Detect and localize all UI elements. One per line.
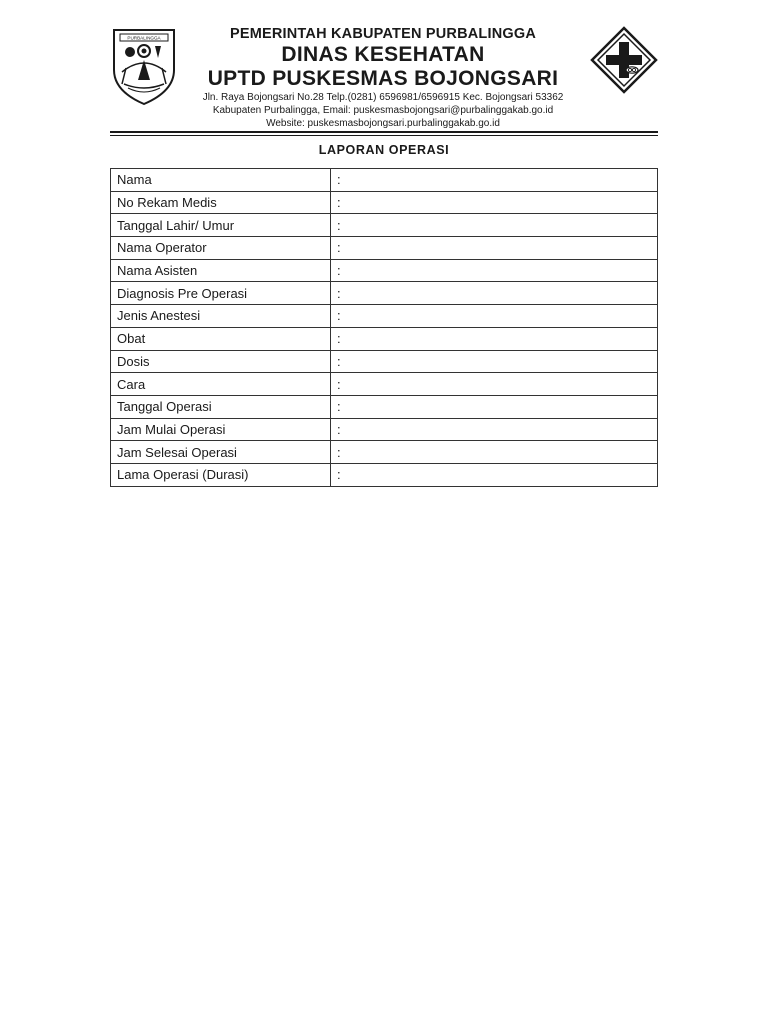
address-line-2: Kabupaten Purbalingga, Email: puskesmasbojongsari@purbalinggakab.go.id <box>212 105 554 116</box>
field-value-entry[interactable]: : <box>331 350 658 373</box>
field-label: Cara <box>111 373 331 396</box>
form-row <box>111 214 658 237</box>
field-value-entry[interactable]: : <box>331 441 658 464</box>
field-value-entry[interactable]: : <box>331 237 658 260</box>
operation-report-form <box>110 168 658 487</box>
field-value-entry[interactable]: : <box>331 418 658 441</box>
form-row <box>111 373 658 396</box>
health-cross-logo-icon <box>588 24 660 114</box>
address-line-1: Jln. Raya Bojongsari No.28 Telp.(0281) 6596981/6596915 Kec. Bojongsari 53362 <box>202 92 564 103</box>
field-label: Nama Asisten <box>111 259 331 282</box>
form-row <box>111 395 658 418</box>
form-row <box>111 282 658 305</box>
form-row <box>111 237 658 260</box>
form-row <box>111 191 658 214</box>
form-row <box>111 350 658 373</box>
unit-name: UPTD PUSKESMAS BOJONGSARI <box>207 67 559 90</box>
form-row <box>111 169 658 192</box>
field-value-entry[interactable]: : <box>331 214 658 237</box>
header-divider-thin <box>110 135 658 136</box>
field-value-entry[interactable]: : <box>331 395 658 418</box>
field-value-entry[interactable]: : <box>331 327 658 350</box>
letterhead-text <box>184 16 582 130</box>
field-label: Jam Mulai Operasi <box>111 418 331 441</box>
field-value-entry[interactable]: : <box>331 259 658 282</box>
form-row <box>111 418 658 441</box>
address-line-3: Website: puskesmasbojongsari.purbalinggakab.go.id <box>266 118 500 129</box>
department-name: DINAS KESEHATAN <box>281 43 485 66</box>
header-divider-thick <box>110 131 658 133</box>
field-label: Obat <box>111 327 331 350</box>
field-label: Nama <box>111 169 331 192</box>
field-value-entry[interactable]: : <box>331 191 658 214</box>
regency-emblem-icon <box>108 24 180 106</box>
field-value-entry[interactable]: : <box>331 169 658 192</box>
field-label: No Rekam Medis <box>111 191 331 214</box>
field-label: Jam Selesai Operasi <box>111 441 331 464</box>
field-value-entry[interactable]: : <box>331 463 658 486</box>
field-label: Lama Operasi (Durasi) <box>111 463 331 486</box>
form-row <box>111 259 658 282</box>
government-name: PEMERINTAH KABUPATEN PURBALINGGA <box>229 26 537 42</box>
field-label: Tanggal Lahir/ Umur <box>111 214 331 237</box>
field-label: Diagnosis Pre Operasi <box>111 282 331 305</box>
field-label: Tanggal Operasi <box>111 395 331 418</box>
field-label: Nama Operator <box>111 237 331 260</box>
letterhead <box>104 16 660 134</box>
field-value-entry[interactable]: : <box>331 282 658 305</box>
field-value-entry[interactable]: : <box>331 305 658 328</box>
form-row <box>111 463 658 486</box>
field-label: Dosis <box>111 350 331 373</box>
field-label: Jenis Anestesi <box>111 305 331 328</box>
form-row <box>111 305 658 328</box>
svg-text:PURBALINGGA: PURBALINGGA <box>127 35 161 41</box>
form-row <box>111 441 658 464</box>
document-title: LAPORAN OPERASI <box>318 143 450 157</box>
form-row <box>111 327 658 350</box>
field-value-entry[interactable]: : <box>331 373 658 396</box>
